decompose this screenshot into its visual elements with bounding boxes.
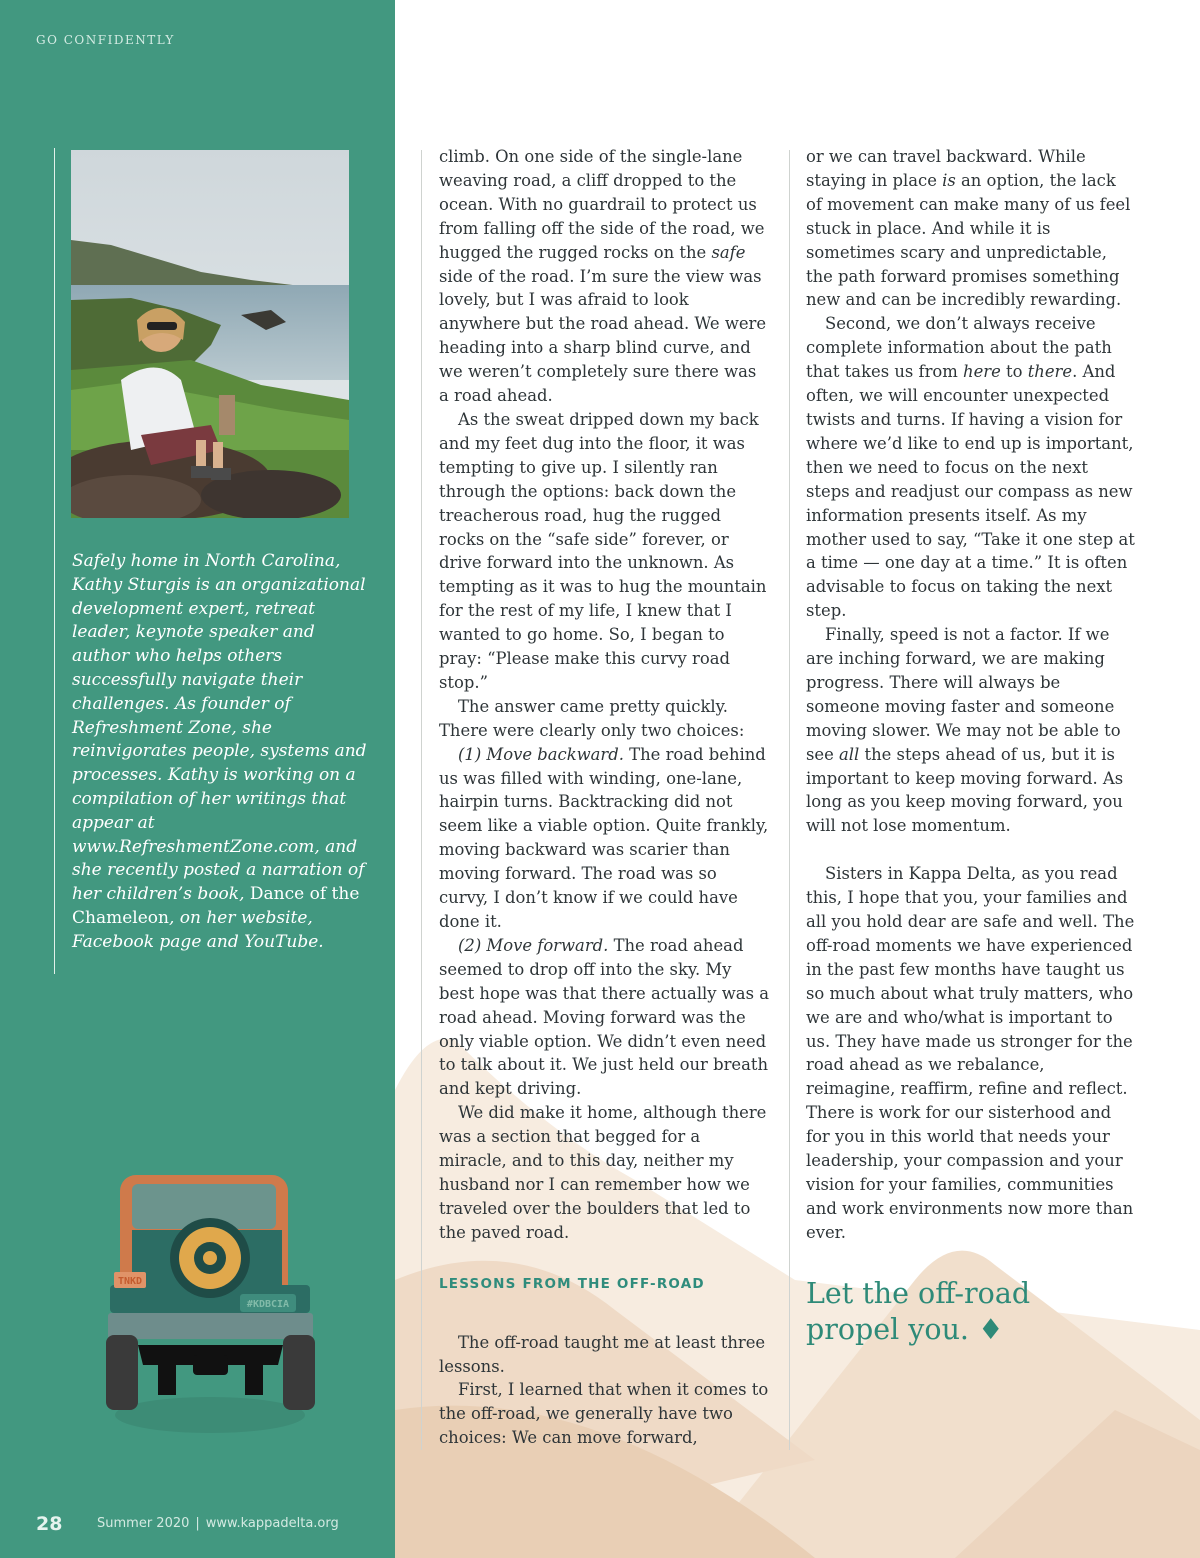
jeep-image	[98, 1170, 323, 1450]
col2-p3-emphasis: all	[839, 744, 860, 764]
col2-p2-emphasis-here: here	[963, 362, 1001, 382]
col2-p3-text-b: the steps ahead of us, but it is important to keep moving forward. As long as you keep moving forward, you will not lose momentum.	[806, 744, 1124, 836]
article-column-1	[439, 145, 769, 1450]
col1-paragraph-2: As the sweat dripped down my back and my feet dug into the floor, it was tempting to give up. I silently ran through the options: back down the treacherous road, hug the rugged rocks on the “safe side” forever, or drive forward into the unknown. As tempting as it was to hug the mountain for the rest of my life, I knew that I wanted to go home. So, I began to pray: “Please make this curvy road stop.”	[439, 409, 767, 692]
jeep-side-plate: #KDBCIA	[246, 1299, 290, 1310]
author-photo-image	[71, 150, 349, 518]
col1-paragraph-6: We did make it home, although there was a section that begged for a miracle, and to this day, neither my husband nor I can remember how we traveled over the boulders that led to the paved road.	[439, 1103, 767, 1242]
col1-paragraph-8: First, I learned that when it comes to the off-road, we generally have two choices: We can move forward,	[439, 1380, 769, 1448]
caption-book-title: Dance of the Chameleon	[72, 884, 360, 928]
author-photo	[71, 150, 349, 518]
col1-p1-text-end: side of the road. I’m sure the view was lovely, but I was afraid to look anywhere but the road ahead. We were heading into a sharp blind curve, and we weren’t completely sure there was a road ahead.	[439, 266, 767, 406]
sidebar-divider	[54, 148, 55, 974]
col1-paragraph-7: The off-road taught me at least three lessons.	[439, 1332, 766, 1376]
col1-p1-text: climb. On one side of the single-lane weaving road, a cliff dropped to the ocean. With no guardrail to protect us from falling off the side of the road, we hugged the rugged rocks on the	[439, 147, 765, 262]
col1-p5-emphasis: (2) Move forward.	[458, 935, 609, 955]
col1-paragraph-3: The answer came pretty quickly. There were clearly only two choices:	[439, 696, 745, 740]
caption-text-2: , on her website, Facebook page and YouTube.	[72, 907, 324, 952]
col1-p4-emphasis: (1) Move backward.	[458, 744, 624, 764]
closing-pull-quote	[806, 1276, 1136, 1348]
col2-p2-emphasis-there: there	[1027, 362, 1073, 382]
col1-p1-emphasis: safe	[711, 242, 746, 262]
col1-paragraph-4	[439, 743, 769, 934]
footer-meta	[97, 1516, 339, 1531]
col2-p2-text-b: to	[1000, 362, 1028, 382]
col2-p1-text-a: or we can travel backward. While staying in place	[806, 147, 1086, 190]
col2-p2-text-a: Second, we don’t always receive complete information about the path that takes us from	[806, 314, 1112, 382]
column-divider-right	[789, 150, 790, 1450]
pull-quote-line-1: Let the off-road	[806, 1276, 1031, 1310]
footer-issue: Summer 2020	[97, 1516, 190, 1531]
footer-website-link[interactable]: www.kappadelta.org	[205, 1516, 339, 1531]
column-divider-left	[421, 150, 422, 1450]
diamond-end-mark-icon: ♦	[978, 1312, 1004, 1346]
col2-paragraph-1	[806, 145, 1136, 312]
col1-p5-text: The road ahead seemed to drop off into the sky. My best hope was that there actually was a road ahead. Moving forward was the only viable option. We didn’t even need to talk about it. We just held our breath and kept driving.	[439, 935, 769, 1099]
jeep-illustration	[98, 1170, 323, 1450]
col2-paragraph-4: Sisters in Kappa Delta, as you read this, I hope that you, your families and all you hold dear are safe and well. The off-road moments we have experienced in the past few months have taught us so much about what truly matters, who we are and who/what is important to us. They have made us stronger for the road ahead as we rebalance, reimagine, reaffirm, refine and reflect. There is work for our sisterhood and for you in this world that needs your leadership, your compassion and your vision for your families, communities and work environments now more than ever.	[806, 864, 1135, 1242]
page-number: 28	[36, 1513, 63, 1535]
pull-quote-line-2: propel you.	[806, 1312, 969, 1346]
footer-separator: |	[195, 1516, 200, 1531]
col2-paragraph-2	[806, 312, 1136, 623]
col2-p1-emphasis: is	[942, 170, 956, 190]
col1-paragraph-1	[439, 145, 769, 408]
author-bio-caption	[72, 550, 372, 955]
col1-paragraph-5	[439, 934, 769, 1101]
section-subheading: LESSONS FROM THE OFF-ROAD	[439, 1275, 705, 1292]
article-column-2	[806, 145, 1136, 1348]
caption-text-1: Safely home in North Carolina, Kathy Sturgis is an organizational development expert, retreat leader, keynote speaker and author who helps others successfully navigate their challenges. As founder of Refreshment Zone, she reinvigorates people, systems and processes. Kathy is working on a compilation of her writings that appear at www.RefreshmentZone.com, and she recently posted a narration of her children’s book,	[72, 551, 367, 905]
section-label: GO CONFIDENTLY	[36, 33, 175, 47]
jeep-rear-plate: TNKD	[117, 1276, 143, 1287]
col1-p4-text: The road behind us was filled with winding, one-lane, hairpin turns. Backtracking did not seem like a viable option. Quite frankly, moving backward was scarier than moving forward. The road was so curvy, I don’t know if we could have done it.	[439, 744, 769, 931]
col2-p1-text-b: an option, the lack of movement can make many of us feel stuck in place. And while it is sometimes scary and unpredictable, the path forward promises something new and can be incredibly rewarding.	[806, 170, 1131, 310]
col2-paragraph-3	[806, 623, 1136, 838]
col2-p2-text-c: . And often, we will encounter unexpected twists and turns. If having a vision for where we’d like to end up is important, then we need to focus on the next steps and readjust our compass as new information presents itself. As my mother used to say, “Take it one step at a time — one day at a time.” It is often advisable to focus on taking the next step.	[806, 362, 1135, 621]
col2-p3-text-a: Finally, speed is not a factor. If we are inching forward, we are making progress. There will always be someone moving faster and someone moving slower. We may not be able to see	[806, 625, 1121, 764]
